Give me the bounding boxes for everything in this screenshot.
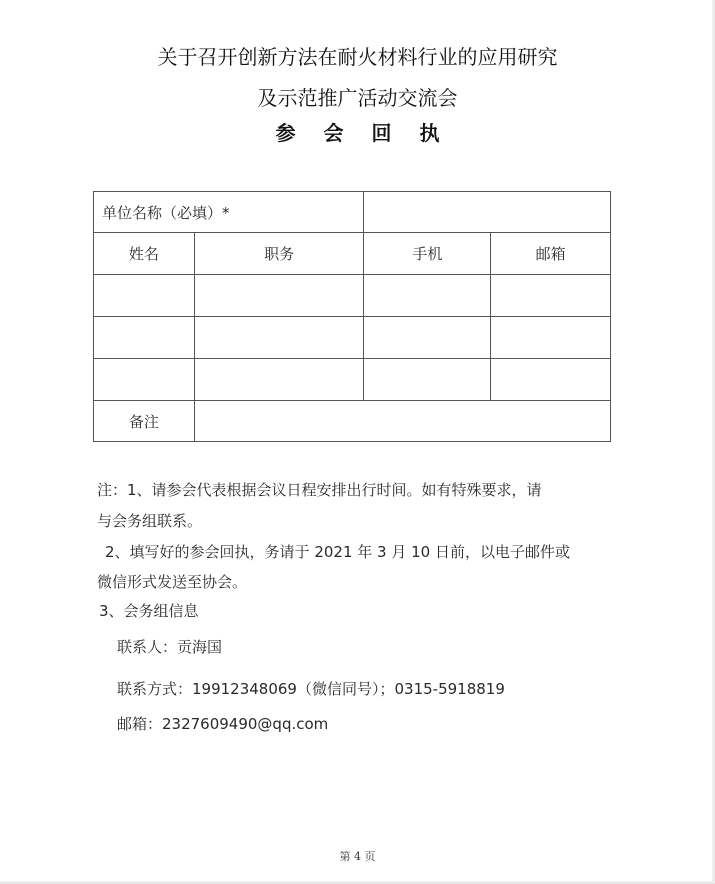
column-header-name: 姓名 <box>94 233 195 275</box>
remark-row <box>94 401 611 442</box>
contact-email: 邮箱：2327609490@qq.com <box>117 715 329 733</box>
column-header-mobile: 手机 <box>364 233 491 275</box>
name-cell[interactable] <box>94 275 195 317</box>
title-receipt: 参会回执 <box>275 121 468 145</box>
contact-phone: 联系方式：19912348069（微信同号）；0315-5918819 <box>117 680 505 698</box>
header-row <box>94 233 611 275</box>
email-cell[interactable] <box>491 359 611 401</box>
unit-name-field[interactable] <box>364 192 611 233</box>
table-row <box>94 317 611 359</box>
position-cell[interactable] <box>194 275 364 317</box>
email-cell[interactable] <box>491 317 611 359</box>
title-line-2: 及示范推广活动交流会 <box>257 86 458 110</box>
mobile-cell[interactable] <box>364 317 491 359</box>
name-cell[interactable] <box>94 317 195 359</box>
mobile-cell[interactable] <box>364 275 491 317</box>
unit-name-label: 单位名称（必填）* <box>94 192 364 233</box>
table-row <box>94 359 611 401</box>
note-2-line-2: 微信形式发送至协会。 <box>97 573 248 591</box>
column-header-email: 邮箱 <box>491 233 611 275</box>
table-row <box>94 275 611 317</box>
contact-person: 联系人：贡海国 <box>117 638 223 656</box>
mobile-cell[interactable] <box>364 359 491 401</box>
note-3-heading: 3、会务组信息 <box>99 602 199 620</box>
page-number: 第 4 页 <box>339 850 376 863</box>
name-cell[interactable] <box>94 359 195 401</box>
note-1-line-2: 与会务组联系。 <box>97 512 203 530</box>
position-cell[interactable] <box>194 359 364 401</box>
column-header-position: 职务 <box>194 233 364 275</box>
remark-field[interactable] <box>194 401 610 442</box>
registration-form-table <box>93 191 611 442</box>
remark-label: 备注 <box>94 401 195 442</box>
email-cell[interactable] <box>491 275 611 317</box>
unit-row <box>94 192 611 233</box>
note-2-line-1: 2、填写好的参会回执，务请于 2021 年 3 月 10 日前，以电子邮件或 <box>105 543 570 561</box>
note-1-line-1: 注：1、请参会代表根据会议日程安排出行时间。如有特殊要求，请 <box>97 481 542 499</box>
title-line-1: 关于召开创新方法在耐火材料行业的应用研究 <box>157 45 558 69</box>
position-cell[interactable] <box>194 317 364 359</box>
